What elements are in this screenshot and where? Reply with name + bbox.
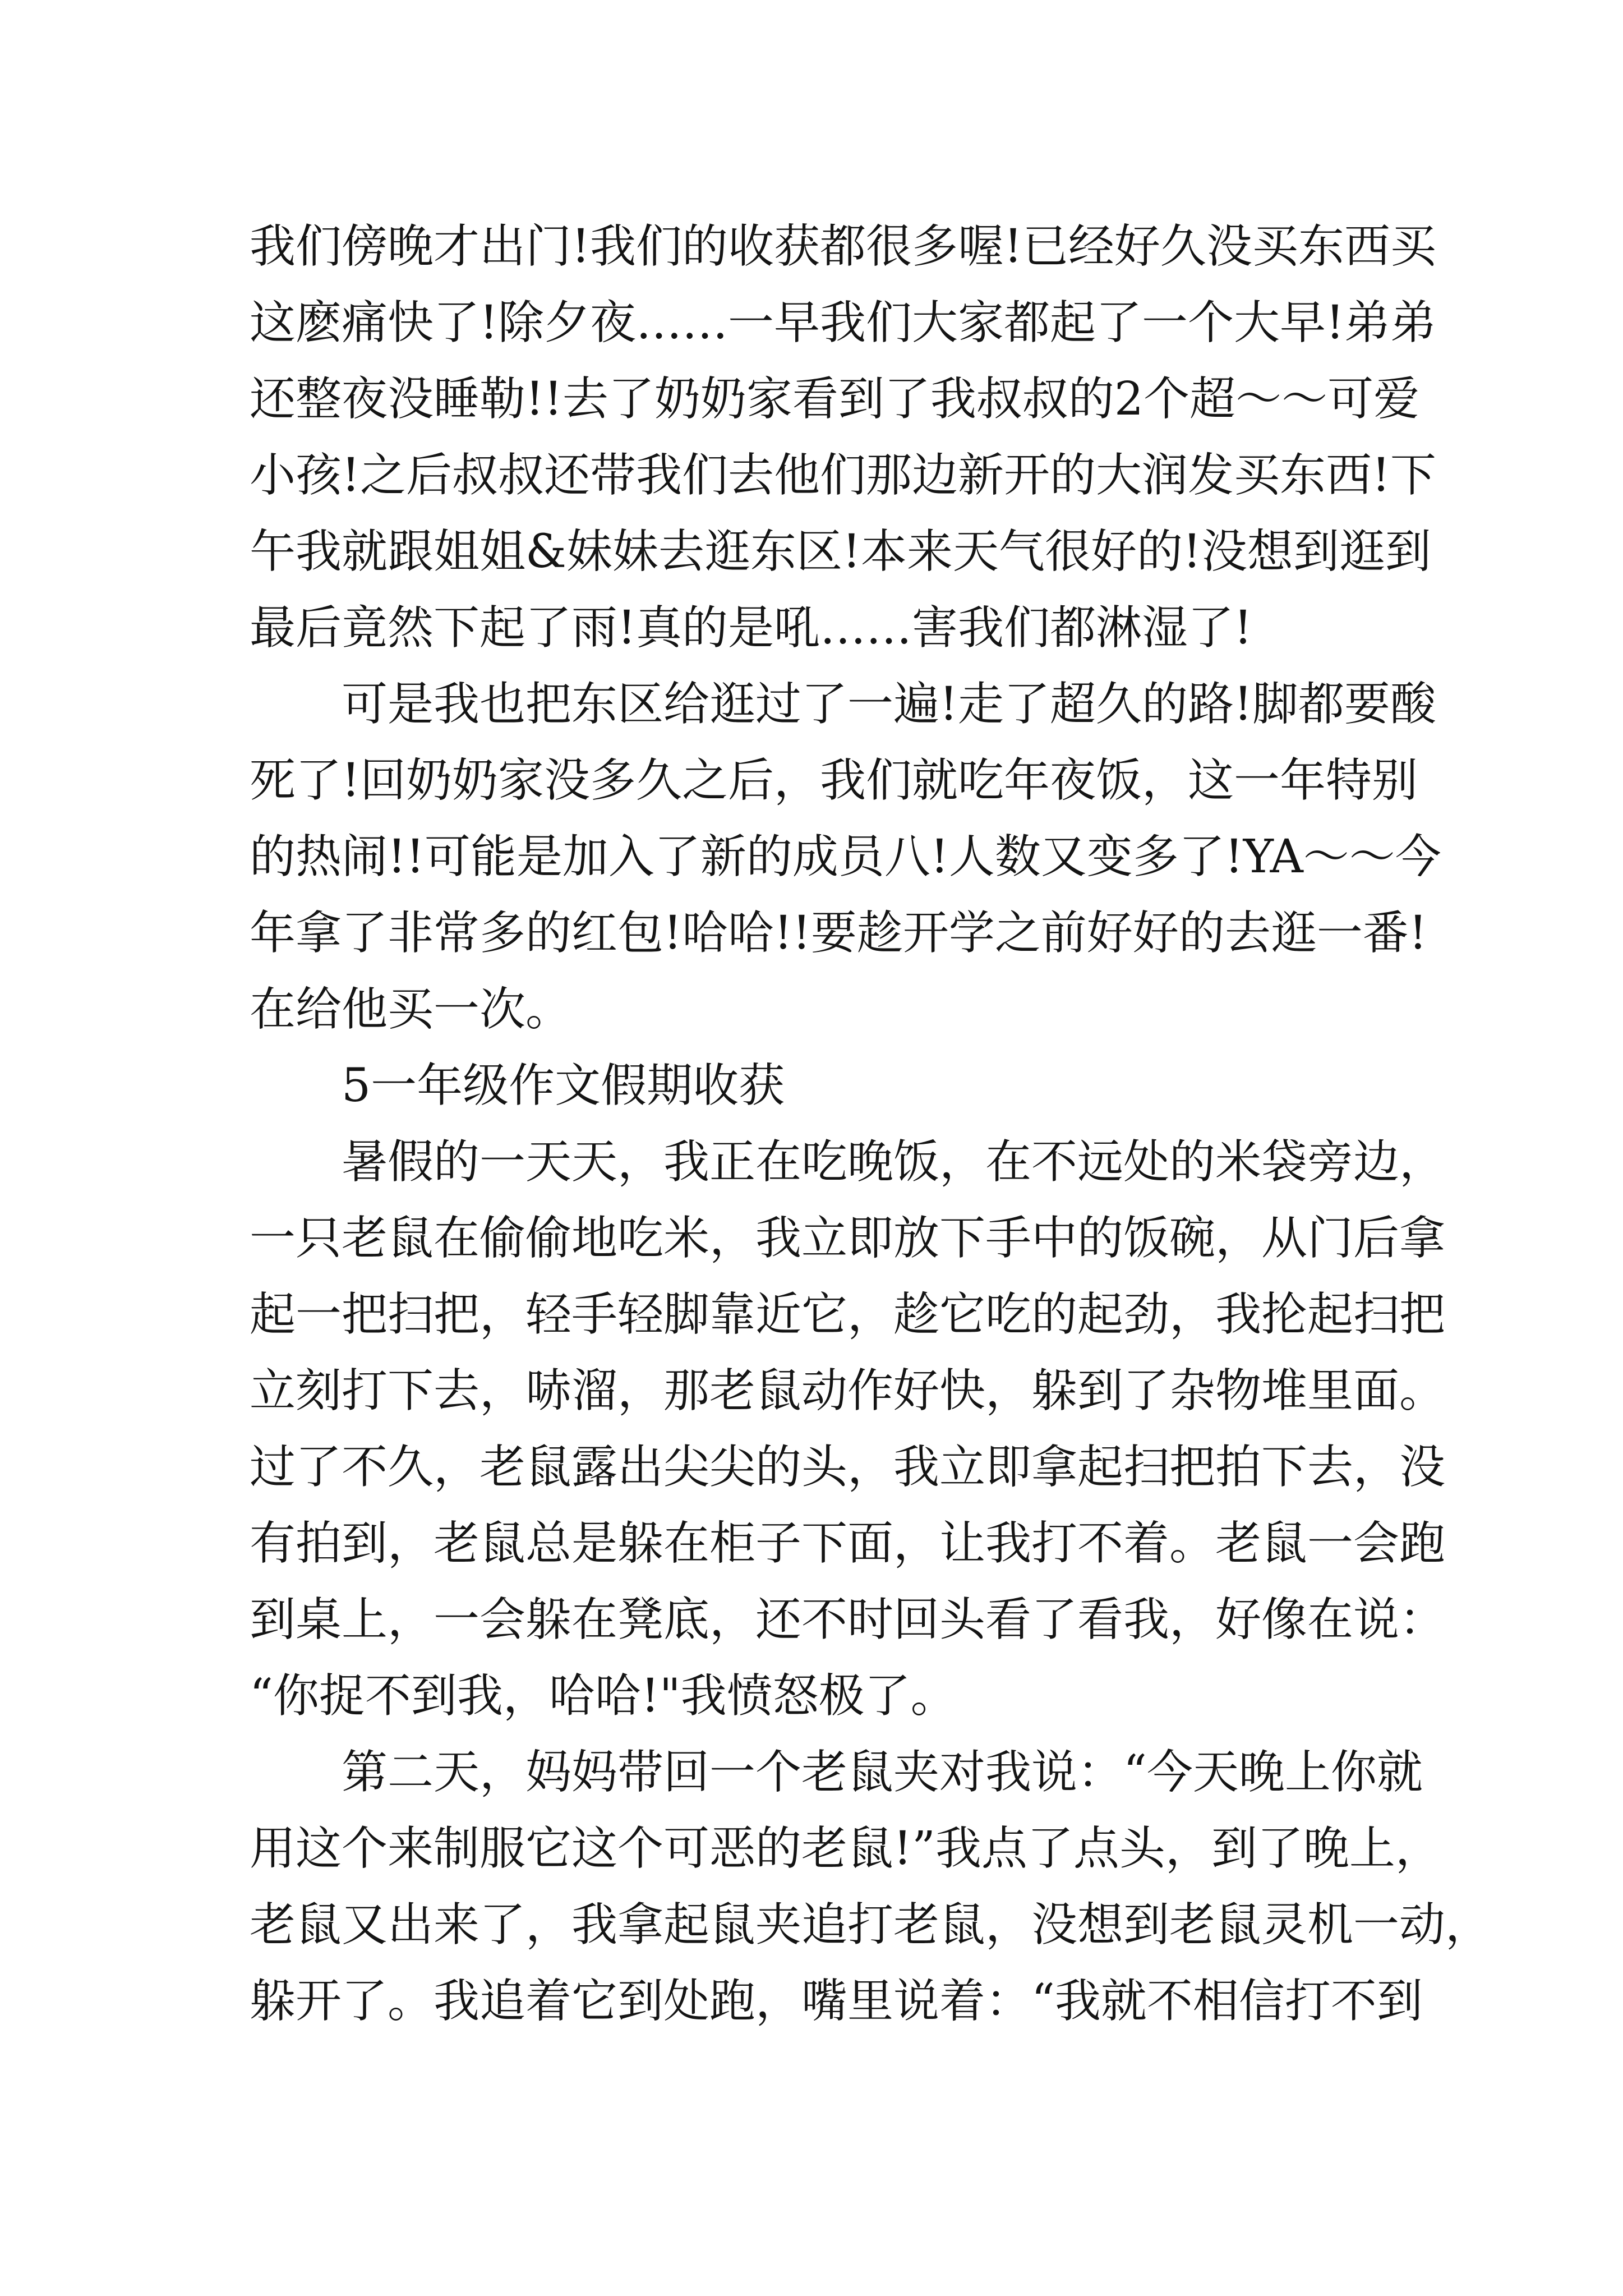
text-line: 我们傍晚才出门!我们的收获都很多喔!已经好久没买东西买 bbox=[250, 220, 1436, 273]
text-line: 第二天，妈妈带回一个老鼠夹对我说：“今天晚上你就 bbox=[342, 1746, 1423, 1799]
text-line: 死了!回奶奶家没多久之后，我们就吃年夜饭，这一年特别 bbox=[250, 754, 1418, 807]
paragraph-4 bbox=[250, 1734, 1492, 2040]
text-line: 在给他买一次。 bbox=[250, 983, 572, 1036]
text-line: 躲开了。我追着它到处跑，嘴里说着：“我就不相信打不到 bbox=[250, 1975, 1423, 2028]
text-line: 到桌上，一会躲在凳底，还不时回头看了看我，好像在说： bbox=[250, 1593, 1446, 1646]
text-line: 立刻打下去，哧溜，那老鼠动作好快，躲到了杂物堆里面。 bbox=[250, 1364, 1446, 1418]
paragraph-1 bbox=[250, 209, 1436, 666]
text-line: 用这个来制服它这个可恶的老鼠!”我点了点头，到了晚上， bbox=[250, 1822, 1441, 1875]
text-line: 过了不久，老鼠露出尖尖的头，我立即拿起扫把拍下去，没 bbox=[250, 1441, 1446, 1494]
text-line: 有拍到，老鼠总是躲在柜子下面，让我打不着。老鼠一会跑 bbox=[250, 1517, 1446, 1570]
text-line: 的热闹!!可能是加入了新的成员八!人数又变多了!YA～～今 bbox=[250, 830, 1441, 884]
text-line: 还整夜没睡勒!!去了奶奶家看到了我叔叔的2个超～～可爱 bbox=[250, 372, 1420, 426]
text-line: 小孩!之后叔叔还带我们去他们那边新开的大润发买东西!下 bbox=[250, 449, 1436, 502]
text-line: 可是我也把东区给逛过了一遍!走了超久的路!脚都要酸 bbox=[342, 678, 1436, 731]
section-heading-text: 5一年级作文假期收获 bbox=[342, 1059, 785, 1112]
text-line: 老鼠又出来了，我拿起鼠夹追打老鼠，没想到老鼠灵机一动， bbox=[250, 1898, 1492, 1952]
text-line: 年拿了非常多的红包!哈哈!!要趁开学之前好好的去逛一番! bbox=[250, 907, 1427, 960]
text-line: 午我就跟姐姐&妹妹去逛东区!本来天气很好的!没想到逛到 bbox=[250, 525, 1431, 578]
text-line: “你捉不到我，哈哈!"我愤怒极了。 bbox=[250, 1669, 957, 1723]
text-line: 暑假的一天天，我正在吃晚饭，在不远处的米袋旁边， bbox=[342, 1135, 1446, 1189]
section-heading bbox=[250, 1048, 1382, 1124]
paragraph-3 bbox=[250, 1124, 1446, 1734]
text-line: 这麽痛快了!除夕夜……一早我们大家都起了一个大早!弟弟 bbox=[250, 296, 1436, 349]
paragraph-2 bbox=[250, 666, 1441, 1048]
text-line: 起一把扫把，轻手轻脚靠近它，趁它吃的起劲，我抡起扫把 bbox=[250, 1288, 1446, 1341]
text-line: 一只老鼠在偷偷地吃米，我立即放下手中的饭碗，从门后拿 bbox=[250, 1212, 1446, 1265]
text-line: 最后竟然下起了雨!真的是吼……害我们都淋湿了! bbox=[250, 601, 1252, 655]
document-body bbox=[250, 209, 1492, 2040]
